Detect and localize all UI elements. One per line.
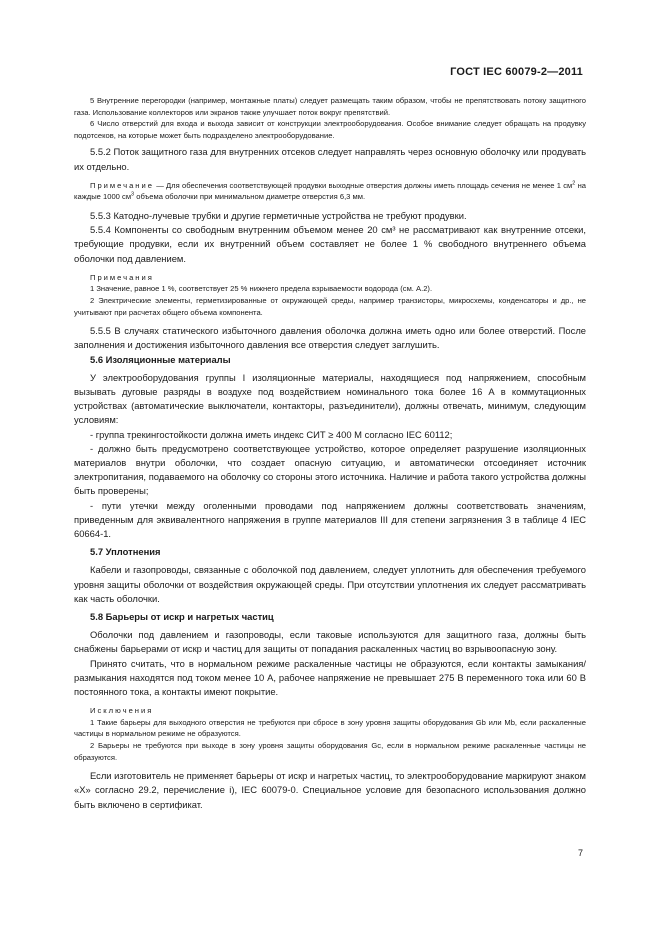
heading-5-7: 5.7 Уплотнения (90, 546, 161, 558)
paragraph-5-5-2: 5.5.2 Поток защитного газа для внутренних отсеков следует направлять через основную оболочку или продувать их отдельно. (74, 146, 586, 172)
document-header: ГОСТ IEC 60079-2—2011 (450, 66, 583, 78)
paragraph-5-5-3: 5.5.3 Катодно-лучевые трубки и другие герметичные устройства не требуют продувки. (90, 209, 467, 221)
note-single: Примечание — Для обеспечения соответствующей продувки выходные отверстия должны иметь площадь сечения не менее 1 $см^2$ на каждые 1000 $см^3$ объема оболочки при минимальном диаметре отверстия 6,3 мм. (74, 180, 587, 202)
list-item-5-6-1: - группа трекингостойкости должна иметь индекс СИТ ≥ 400 М согласно IEC 60112; (90, 428, 453, 440)
paragraph-5-8-b: Принято считать, что в нормальном режиме раскаленные частицы не образуются, если контакты замыкания/размыкания находятся под током менее 10 А, рабочее напряжение не превышает 275 В переменного тока или 60 В постоянного тока, а контакты имеют покрытие. (74, 657, 586, 698)
paragraph-5-5-4: 5.5.4 Компоненты со свободным внутренним объемом менее 20 см³ не рассматривают как внутренние отсеки, требующие продувки, если их внутренний объем составляет не более 1 % свободного внутреннего объема оболочки под давлением. (74, 224, 586, 264)
paragraph-5-8-a: Оболочки под давлением и газопроводы, если таковые используются для защитного газа, должны быть снабжены барьерами от искр и частиц для защиты от попадания раскаленных частиц во взрывоопасную зону. (74, 629, 586, 655)
page-number: 7 (577, 848, 583, 858)
paragraph-5-5-5: 5.5.5 В случаях статического избыточного давления оболочка должна иметь одно или более отверстий. После заполнения и достижения избыточного давления все отверстия следует заглушить. (74, 325, 586, 351)
note-mid-2: 2 Электрические элементы, герметизированные от окружающей среды, например транзисторы, микросхемы, конденсаторы и др., не учитывают при расчетах общего объема компонента. (74, 295, 586, 317)
page-content (74, 95, 586, 812)
note-label: Примечание (90, 180, 154, 190)
exception-1: 1 Такие барьеры для выходного отверстия не требуются при сбросе в зону уровня защиты оборудования Gb или Mb, если раскаленные частицы в нормальном режиме не образуются. (74, 717, 586, 739)
exceptions-label: Исключения (90, 706, 154, 716)
note-mid-1: 1 Значение, равное 1 %, соответствует 25 % нижнего предела взрываемости водорода (см. А.2). (90, 284, 433, 294)
list-item-5-6-3: - пути утечки между оголенными проводами под напряжением должны соответствовать значениям, приведенным для эквивалентного напряжения в группе материалов III для степени загрязнения 3 в таблице 4 IEC 60664-1. (74, 499, 586, 539)
paragraph-5-6: У электрооборудования группы I изоляционные материалы, находящиеся под напряжением, способным вызывать дуговые разряды в воздухе под воздействием номинального тока более 16 А в коммутационных устройствах (автоматические выключатели, контакторы, разъединители), должны отвечать, минимум, следующим условиям: (74, 371, 586, 426)
paragraph-5-8-c: Если изготовитель не применяет барьеры от искр и нагретых частиц, то электрооборудование маркируют знаком «X» согласно 29.2, перечисление i), IEC 60079-0. Специальное условие для безопасного использования должно быть включено в сертификат. (74, 770, 586, 810)
notes-label: Примечания (90, 272, 154, 282)
note-6: 6 Число отверстий для входа и выхода зависит от конструкции электрооборудования. Особое внимание следует обращать на продувку подотсеков, на которые может быть подразделено электрооборудование. (74, 119, 586, 140)
list-item-5-6-2: - должно быть предусмотрено соответствующее устройство, которое определяет разрушение изоляционных материалов внутри оболочки, что создает опасную ситуацию, и автоматически отсоединяет источник электропитания, подаваемого на оболочку со стороны этого источника. Наличие и работа такого устройства должны быть проверены; (74, 442, 586, 497)
exception-2: 2 Барьеры не требуются при выходе в зону уровня защиты оборудования Gc, если в нормальном режиме раскаленные частицы не образуются. (74, 741, 586, 762)
paragraph-5-7: Кабели и газопроводы, связанные с оболочкой под давлением, следует уплотнить для обеспечения требуемого уровня защиты оболочки от воздействия окружающей среды. При отсутствии уплотнения их следует рассматривать как часть оболочки. (74, 564, 586, 604)
heading-5-8: 5.8 Барьеры от искр и нагретых частиц (90, 611, 274, 623)
heading-5-6: 5.6 Изоляционные материалы (90, 353, 231, 365)
note-5: 5 Внутренние перегородки (например, монтажные платы) следует размещать таким образом, чтобы не препятствовать потоку защитного газа. Использование коллекторов или экранов также улучшает поток вокруг препятствий. (74, 96, 586, 117)
